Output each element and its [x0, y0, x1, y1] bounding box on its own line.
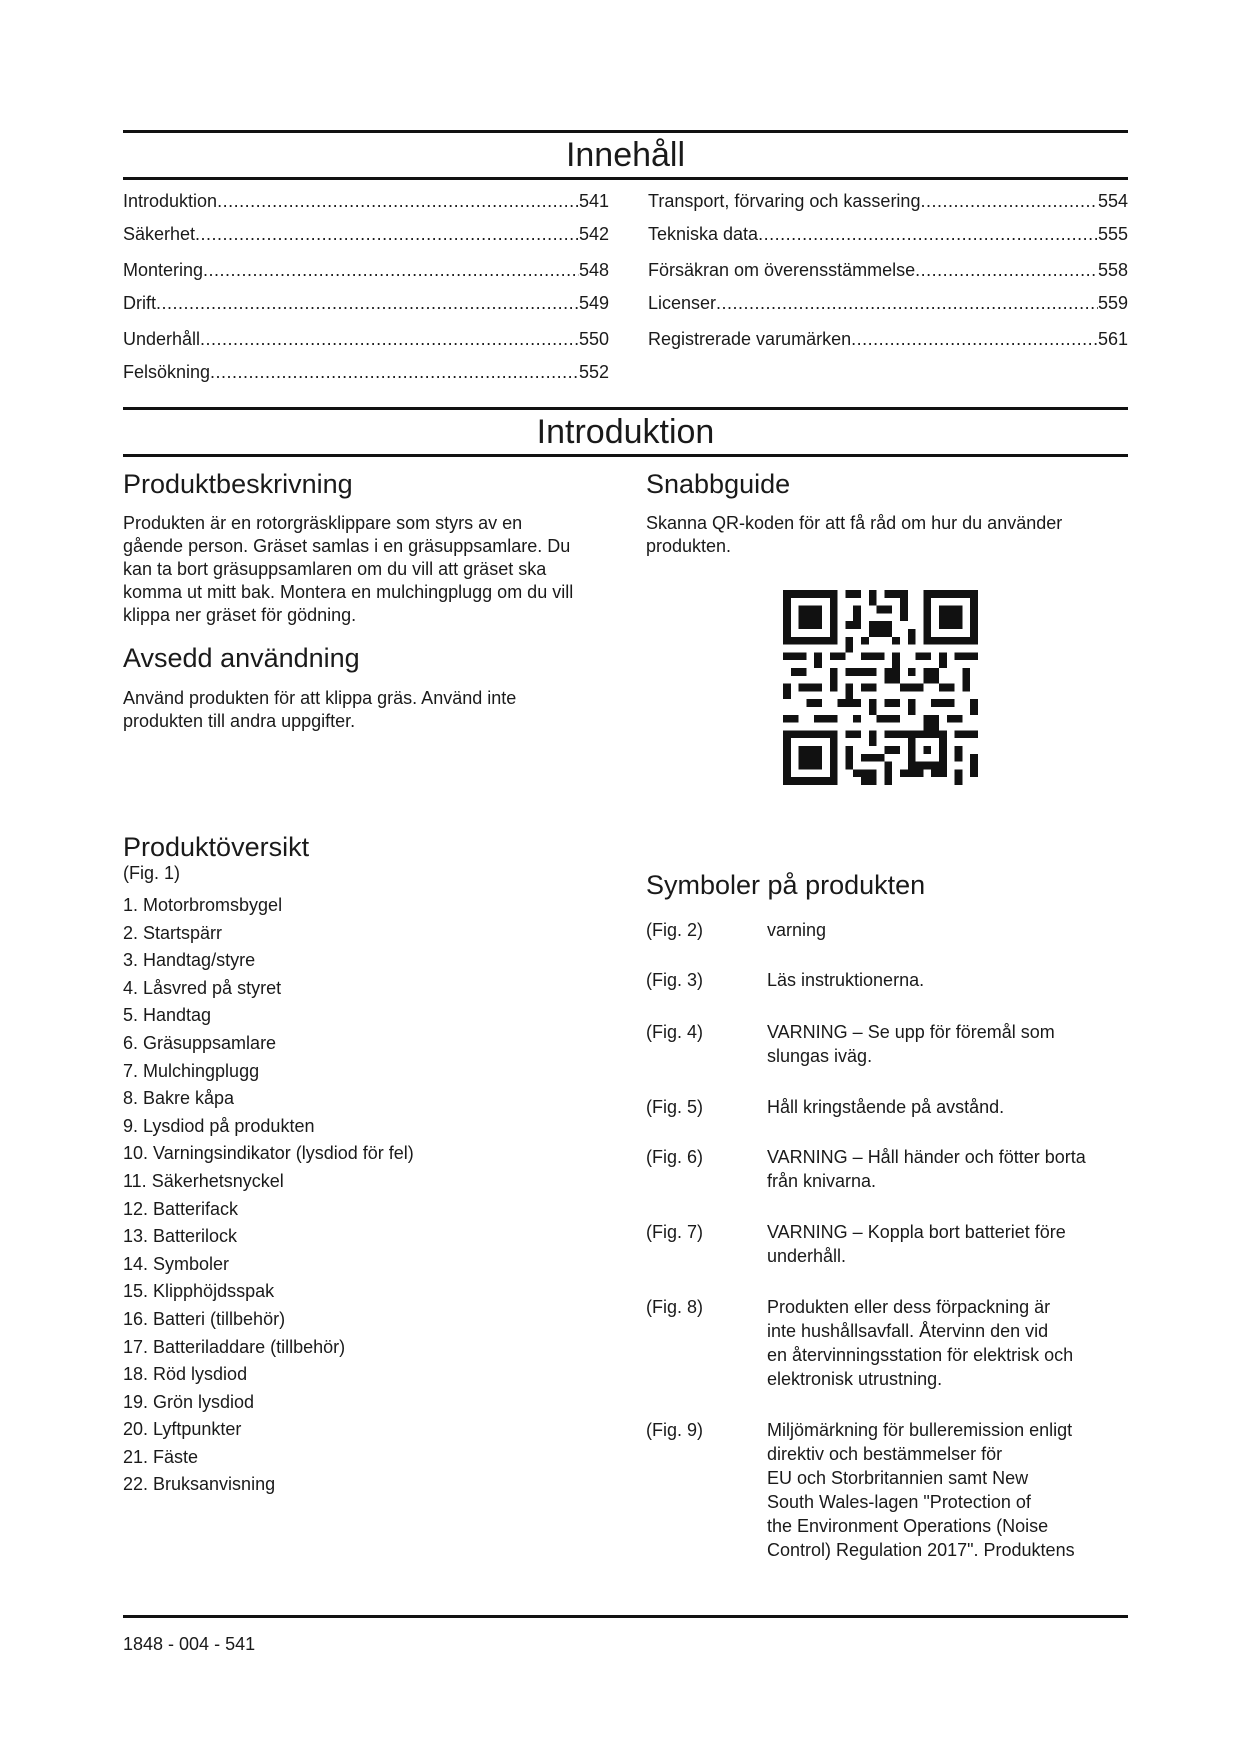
intro-title — [123, 407, 1128, 457]
toc-leader — [217, 190, 579, 212]
symbol-description: varning — [767, 920, 827, 940]
toc-title-text: Innehåll — [565, 136, 686, 174]
symbol-fig-ref[interactable]: (Fig. 5) — [646, 1097, 704, 1117]
qr-code-graphic — [783, 590, 978, 785]
snabbguide-text: Skanna QR-koden för att få råd om hur du använder produkten. — [646, 513, 1063, 556]
produktbeskrivning-heading: Produktbeskrivning — [123, 469, 353, 499]
toc-entry[interactable]: Transport, förvaring och kassering ..... 554 — [648, 190, 1128, 212]
toc-entry[interactable]: Felsökning ..... 552 — [123, 361, 609, 383]
toc-leader — [915, 259, 1098, 281]
toc-entry[interactable]: Introduktion ..... 541 — [123, 190, 609, 212]
toc-leader — [758, 223, 1098, 245]
page-footer — [123, 1632, 255, 1656]
list-item: 17. Batteriladdare (tillbehör) — [123, 1336, 346, 1357]
symbol-description: Håll kringstående på avstånd. — [767, 1097, 1005, 1117]
toc-leader — [195, 223, 579, 245]
list-item: 20. Lyftpunkter — [123, 1419, 242, 1440]
list-item: 1. Motorbromsbygel — [123, 895, 283, 915]
list-item: 5. Handtag — [123, 1005, 212, 1026]
symboler-heading: Symboler på produkten — [646, 870, 926, 900]
list-item: 10. Varningsindikator (lysdiod för fel) — [123, 1143, 414, 1164]
toc-right-column — [648, 190, 1128, 360]
list-item: 6. Gräsuppsamlare — [123, 1032, 277, 1053]
symbol-description: Produkten eller dess förpackning är inte hushållsavfall. Återvinn den vid en återvinningsstation för elektrisk och elektronisk utrustning. — [767, 1297, 1074, 1389]
toc-entry[interactable]: Montering ..... 548 — [123, 259, 609, 281]
produktoversikt-heading: Produktöversikt — [123, 832, 310, 862]
symbol-fig-ref[interactable]: (Fig. 6) — [646, 1147, 704, 1167]
symbol-description: VARNING – Koppla bort batteriet före underhåll. — [767, 1222, 1066, 1266]
toc-entry[interactable]: Registrerade varumärken ..... 561 — [648, 328, 1128, 350]
symbol-fig-ref[interactable]: (Fig. 8) — [646, 1297, 704, 1317]
produktoversikt-fig[interactable]: (Fig. 1) — [123, 863, 181, 883]
toc-entry[interactable]: Drift ..... 549 — [123, 292, 609, 314]
symbol-fig-ref[interactable]: (Fig. 4) — [646, 1022, 704, 1042]
list-item: 4. Låsvred på styret — [123, 977, 282, 998]
symbol-description: Läs instruktionerna. — [767, 970, 925, 990]
symbol-description: Miljömärkning för bulleremission enligt direktiv och bestämmelser för EU och Storbritannien samt New South Wales-lagen "Protection of the Environment Operations (Noise Control) Regulation 2017". Produktens — [767, 1420, 1075, 1560]
symbol-description: VARNING – Håll händer och fötter borta från knivarna. — [767, 1147, 1086, 1191]
avsedd-anvandning-heading: Avsedd användning — [123, 643, 360, 673]
avsedd-anvandning-text: Använd produkten för att klippa gräs. Använd inte produkten till andra uppgifter. — [123, 688, 517, 731]
toc-leader — [716, 292, 1098, 314]
symbol-description: VARNING – Se upp för föremål som slungas iväg. — [767, 1022, 1055, 1066]
toc-leader — [203, 259, 579, 281]
toc-entry[interactable]: Underhåll ..... 550 — [123, 328, 609, 350]
list-item: 22. Bruksanvisning — [123, 1474, 276, 1495]
toc-leader — [851, 328, 1098, 350]
toc-entry[interactable]: Licenser ..... 559 — [648, 292, 1128, 314]
page-number: 541 — [225, 1634, 256, 1654]
list-item: 15. Klipphöjdsspak — [123, 1281, 275, 1302]
snabbguide-heading: Snabbguide — [646, 469, 791, 499]
list-item: 2. Startspärr — [123, 922, 223, 943]
intro-title-text: Introduktion — [536, 413, 715, 451]
toc-title — [123, 130, 1128, 180]
list-item: 12. Batterifack — [123, 1198, 239, 1219]
symbol-fig-ref[interactable]: (Fig. 7) — [646, 1222, 704, 1242]
product-overview-list — [123, 893, 593, 1500]
list-item: 14. Symboler — [123, 1253, 230, 1274]
toc-entry[interactable]: Försäkran om överensstämmelse ..... 558 — [648, 259, 1128, 281]
list-item: 16. Batteri (tillbehör) — [123, 1308, 286, 1329]
toc-leader — [210, 361, 579, 383]
symbol-fig-ref[interactable]: (Fig. 3) — [646, 970, 704, 990]
list-item: 21. Fäste — [123, 1446, 199, 1467]
toc-leader — [200, 328, 579, 350]
toc-left-column — [123, 190, 609, 390]
symbol-fig-ref[interactable]: (Fig. 2) — [646, 920, 704, 940]
doc-code: 1848 - 004 - — [123, 1634, 226, 1654]
list-item: 11. Säkerhetsnyckel — [123, 1170, 284, 1191]
list-item: 13. Batterilock — [123, 1226, 238, 1247]
produktbeskrivning-text: Produkten är en rotorgräsklippare som styrs av en gående person. Gräset samlas i en gräsuppsamlare. Du kan ta bort gräsuppsamlaren om du vill att gräset ska komma ut mitt bak. Montera en mulchingplugg om du vill klippa ner gräset för gödning. — [123, 513, 574, 625]
symbol-fig-ref[interactable]: (Fig. 9) — [646, 1420, 704, 1440]
qr-code[interactable] — [783, 590, 978, 785]
toc-entry[interactable]: Tekniska data ..... 555 — [648, 223, 1128, 245]
list-item: 18. Röd lysdiod — [123, 1364, 248, 1385]
toc-leader — [920, 190, 1098, 212]
list-item: 9. Lysdiod på produkten — [123, 1115, 315, 1136]
toc-leader — [156, 292, 579, 314]
toc-entry[interactable]: Säkerhet ..... 542 — [123, 223, 609, 245]
list-item: 19. Grön lysdiod — [123, 1391, 255, 1412]
list-item: 8. Bakre kåpa — [123, 1088, 235, 1109]
footer-rule — [123, 1615, 1128, 1618]
list-item: 7. Mulchingplugg — [123, 1060, 260, 1081]
list-item: 3. Handtag/styre — [123, 950, 256, 971]
